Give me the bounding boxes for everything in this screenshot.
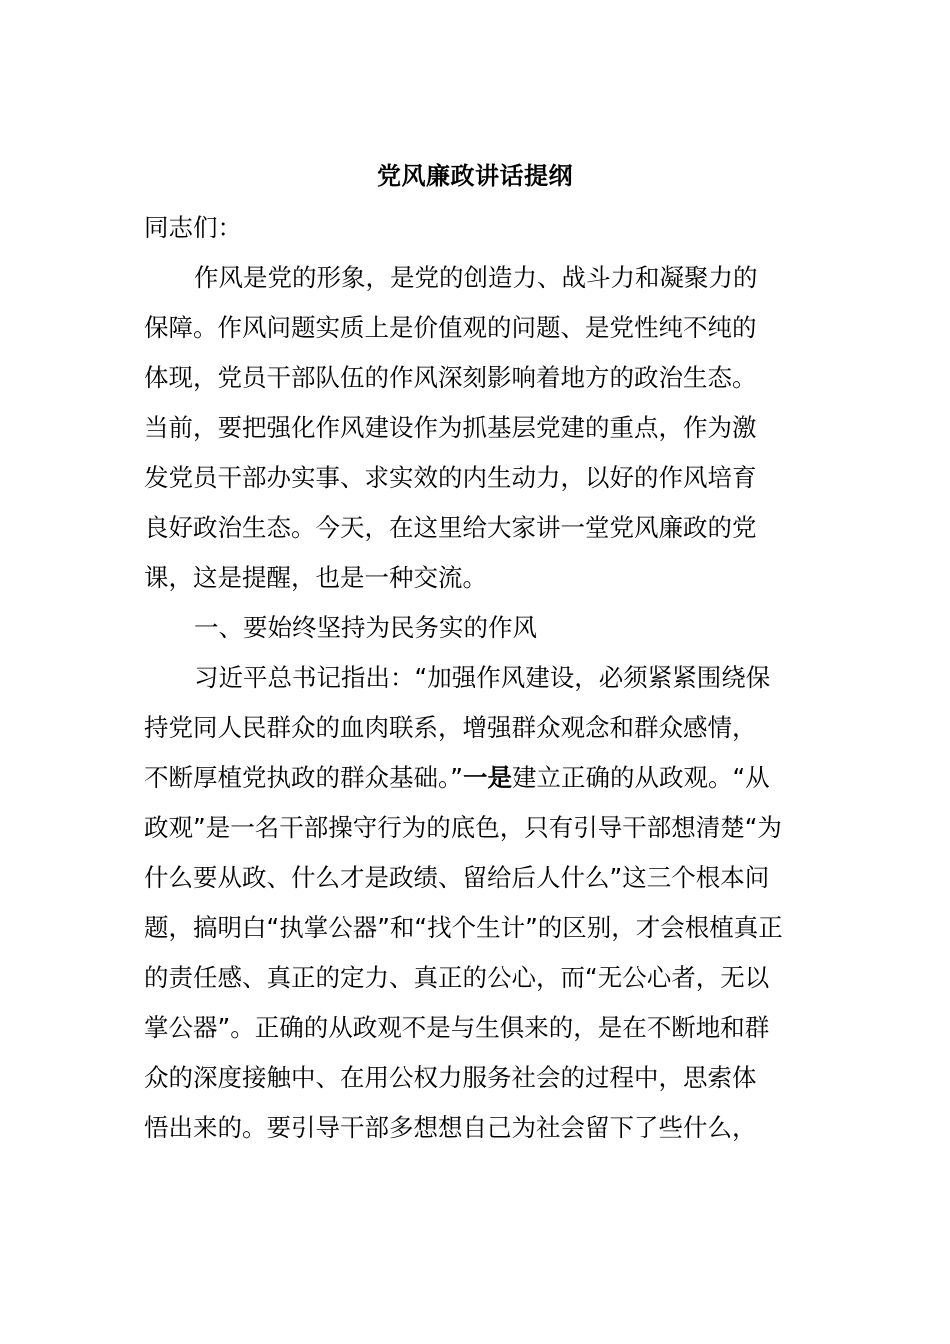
paragraph-line: 的责任感、真正的定力、真正的公心，而“无公心者，无以 bbox=[144, 963, 770, 992]
bold-emphasis: 一是 bbox=[462, 763, 512, 792]
paragraph-line: 政观”是一名干部操守行为的底色，只有引导干部想清楚“为 bbox=[144, 813, 782, 842]
paragraph-line: 众的深度接触中、在用公权力服务社会的过程中，思索体 bbox=[144, 1063, 757, 1092]
document-title: 党风廉政讲话提纲 bbox=[377, 162, 573, 190]
paragraph-text: 建立正确的从政观。“从 bbox=[511, 763, 770, 792]
paragraph-line: 题，搞明白“执掌公器”和“找个生计”的区别，才会根植真正 bbox=[144, 913, 783, 942]
paragraph-line: 发党员干部办实事、求实效的内生动力，以好的作风培育 bbox=[144, 463, 757, 492]
paragraph-line bbox=[144, 753, 804, 803]
document-body bbox=[144, 203, 804, 1153]
salutation: 同志们： bbox=[144, 213, 242, 242]
paragraph-line: 悟出来的。要引导干部多想想自己为社会留下了些什么， bbox=[144, 1113, 757, 1142]
paragraph-line: 体现，党员干部队伍的作风深刻影响着地方的政治生态。 bbox=[144, 363, 757, 392]
paragraph-line: 什么要从政、什么才是政绩、留给后人什么”这三个根本问 bbox=[144, 863, 770, 892]
paragraph-line: 课，这是提醒，也是一种交流。 bbox=[144, 563, 487, 592]
paragraph-line: 良好政治生态。今天，在这里给大家讲一堂党风廉政的党 bbox=[144, 513, 757, 542]
paragraph-line: 作风是党的形象，是党的创造力、战斗力和凝聚力的 bbox=[194, 263, 758, 292]
section-heading: 一、要始终坚持为民务实的作风 bbox=[194, 613, 537, 642]
paragraph-text: 不断厚植党执政的群众基础。” bbox=[144, 763, 463, 792]
paragraph-line: 掌公器”。正确的从政观不是与生俱来的，是在不断地和群 bbox=[144, 1013, 770, 1042]
paragraph-line: 持党同人民群众的血肉联系，增强群众观念和群众感情， bbox=[144, 713, 757, 742]
paragraph-line: 当前，要把强化作风建设作为抓基层党建的重点，作为激 bbox=[144, 413, 757, 442]
paragraph-line: 习近平总书记指出：“加强作风建设，必须紧紧围绕保 bbox=[194, 663, 771, 692]
paragraph-line: 保障。作风问题实质上是价值观的问题、是党性纯不纯的 bbox=[144, 313, 757, 342]
